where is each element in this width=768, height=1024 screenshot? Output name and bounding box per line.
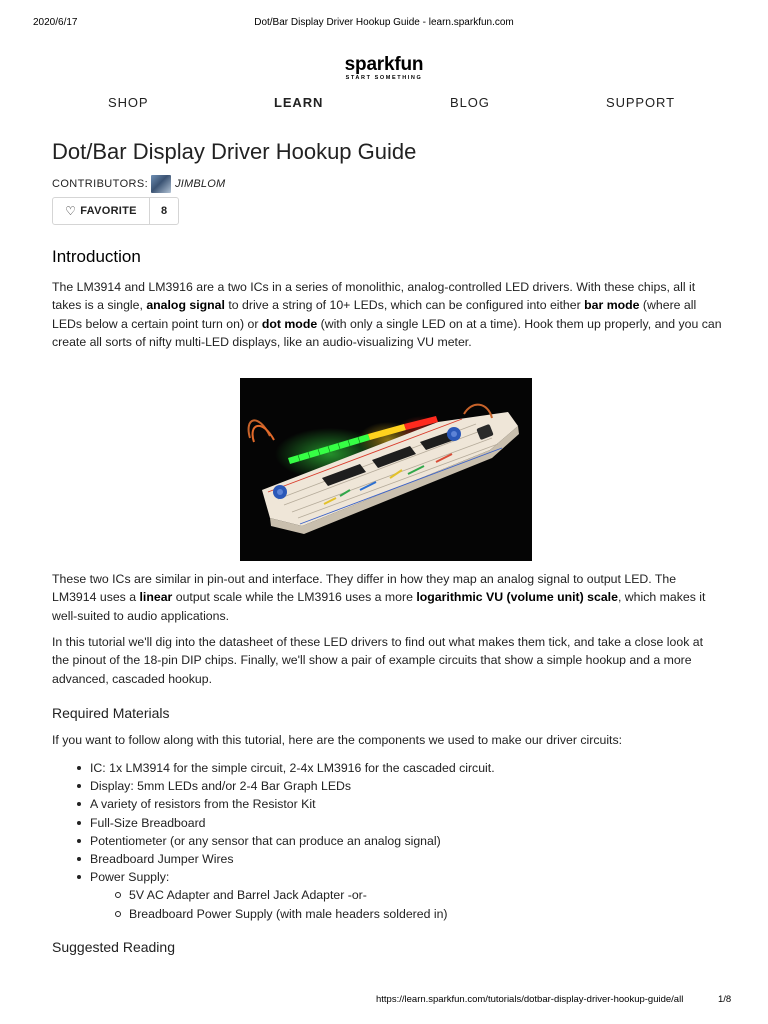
list-item: A variety of resistors from the Resistor Kit [52, 795, 722, 813]
favorite-button[interactable] [53, 198, 150, 224]
favorite-count: 8 [160, 205, 168, 217]
sparkfun-logo[interactable] [0, 55, 768, 82]
materials-list [52, 759, 722, 923]
logo-brand: sparkfun [344, 54, 424, 75]
favorite-label: FAVORITE [80, 205, 137, 217]
logo-tagline: START SOMETHING [345, 75, 423, 81]
nav-shop[interactable]: SHOP [108, 95, 149, 110]
list-item: 5V AC Adapter and Barrel Jack Adapter -or- [90, 886, 722, 904]
comparison-paragraph: These two ICs are similar in pin-out and interface. They differ in how they map an analog signal to output LED. The LM3914 uses a linear output scale while the LM3916 uses a more logarithmic VU (volume unit) scale, which makes it well-suited to audio applications. [52, 572, 706, 623]
power-supply-label: Power Supply: [90, 870, 170, 885]
print-header [0, 17, 768, 31]
intro-paragraph: The LM3914 and LM3916 are a two ICs in a series of monolithic, analog-controlled LED drivers. With these chips, all it takes is a single, analog signal to drive a string of 10+ LEDs, which can be configured into either bar mode (where all LEDs below a certain point turn on) or dot mode (with only a single LED on at a time). Hook them up properly, and you can create all sorts of nifty multi-LED displays, like an audio-visualizing VU meter. [52, 280, 722, 349]
bold-dot-mode: dot mode [261, 316, 318, 331]
main-nav [0, 95, 768, 113]
list-item: IC: 1x LM3914 for the simple circuit, 2-4x LM3916 for the cascaded circuit. [52, 759, 722, 777]
nav-support[interactable]: SUPPORT [606, 95, 675, 110]
nav-blog[interactable]: BLOG [450, 95, 490, 110]
required-materials-heading: Required Materials [52, 705, 170, 721]
introduction-heading: Introduction [52, 247, 141, 266]
contributor-link[interactable]: JIMBLOM [175, 178, 226, 190]
bold-bar-mode: bar mode [584, 298, 640, 313]
contributors [52, 176, 225, 192]
breadboard-illustration [240, 378, 532, 561]
bold-vu-scale: logarithmic VU (volume unit) scale [416, 590, 618, 605]
print-page-number: 1/8 [718, 994, 732, 1005]
materials-intro: If you want to follow along with this tutorial, here are the components we used to make our driver circuits: [52, 733, 623, 747]
print-url: https://learn.sparkfun.com/tutorials/dotbar-display-driver-hookup-guide/all [376, 994, 684, 1005]
nav-learn[interactable]: LEARN [274, 95, 324, 110]
suggested-reading-heading: Suggested Reading [52, 939, 175, 955]
list-item: Display: 5mm LEDs and/or 2-4 Bar Graph LEDs [52, 777, 722, 795]
avatar[interactable] [151, 175, 171, 193]
tutorial-paragraph: In this tutorial we'll dig into the datasheet of these LED drivers to find out what makes them tick, and take a close look at the pinout of the 18-pin DIP chips. Finally, we'll show a pair of example circuits that show a simple hookup and a more advanced, cascaded hookup. [52, 635, 704, 686]
favorite-widget [52, 197, 179, 225]
print-date: 2020/6/17 [33, 17, 78, 28]
bold-linear: linear [139, 590, 173, 605]
list-item: Full-Size Breadboard [52, 814, 722, 832]
page-title: Dot/Bar Display Driver Hookup Guide [52, 139, 417, 164]
power-options-list [90, 886, 722, 922]
heart-icon: ♡ [65, 204, 77, 218]
print-page-title: Dot/Bar Display Driver Hookup Guide - learn.sparkfun.com [254, 17, 514, 28]
list-item: Potentiometer (or any sensor that can produce an analog signal) [52, 832, 722, 850]
contributors-label: CONTRIBUTORS: [52, 178, 149, 190]
list-item: Breadboard Power Supply (with male headers soldered in) [90, 905, 722, 923]
list-item-power-supply [52, 868, 722, 923]
bold-analog-signal: analog signal [146, 298, 225, 313]
led-breadboard-photo [240, 378, 532, 561]
list-item: Breadboard Jumper Wires [52, 850, 722, 868]
